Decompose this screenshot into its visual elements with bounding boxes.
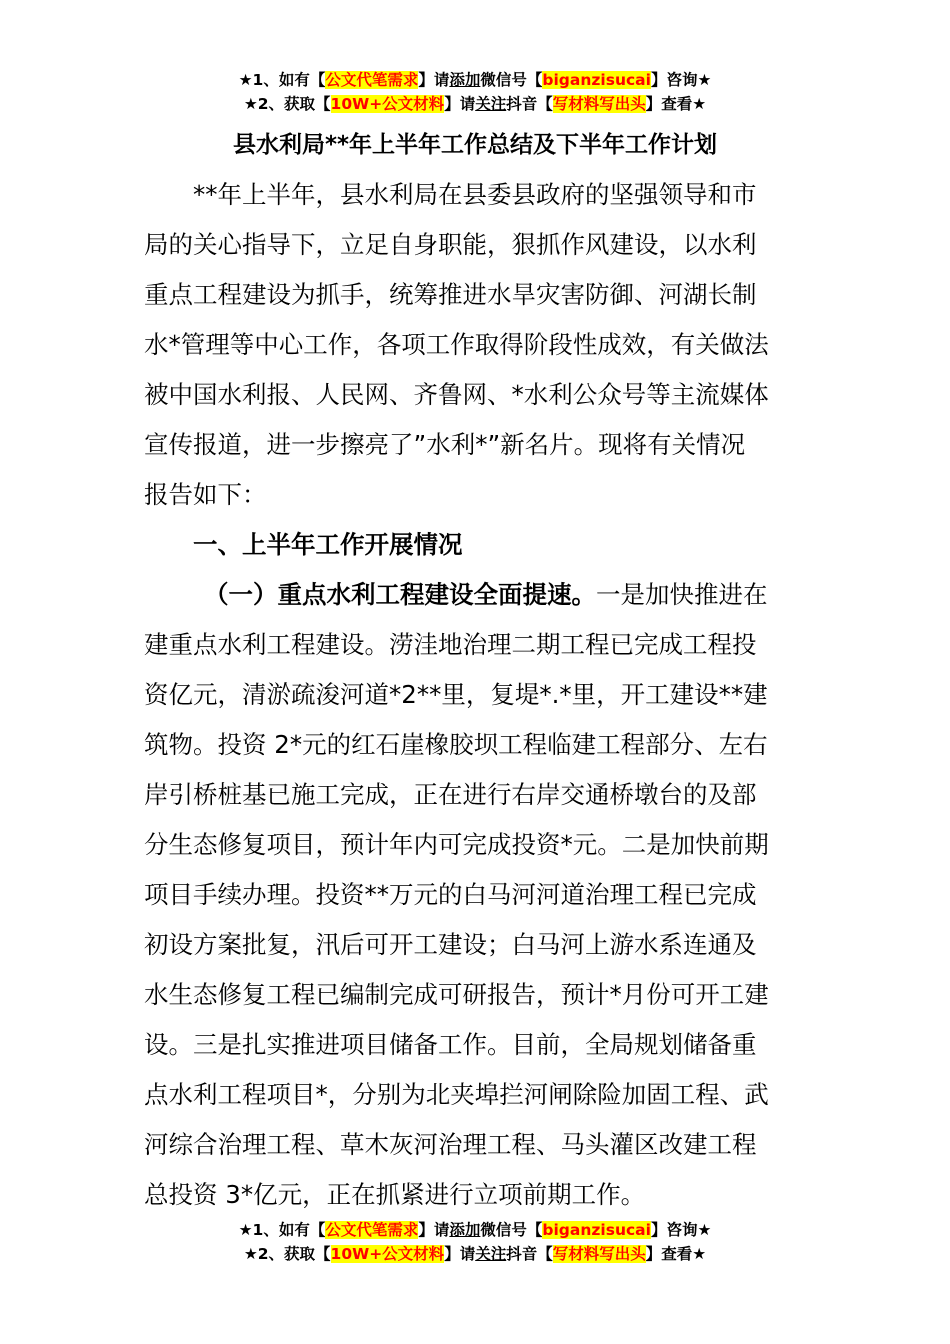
paragraph-line: 岸引桥桩基已施工完成，正在进行右岸交通桥墩台的及部 [144,780,757,809]
promo-text: 微信号【 [480,1221,543,1239]
paragraph-line: 局的关心指导下，立足自身职能，狠抓作风建设，以水利 [144,230,757,259]
promo-underline: 关注 [475,1245,507,1263]
paragraph-line: 宣传报道，进一步擦亮了”水利*”新名片。现将有关情况 [144,430,746,459]
promo-text: 】请 [418,1221,450,1239]
paragraph-line: 报告如下： [144,480,267,509]
promo-line-1 [0,1218,950,1242]
star-icon: ★ [692,95,707,113]
promo-text: 抖音【 [506,1245,553,1263]
paragraph-line: 筑物。投资 2*元的红石崖橡胶坝工程临建工程部分、左右 [144,730,768,759]
promo-text: 1、如有【 [252,71,326,89]
subsection-heading: （一）重点水利工程建设全面提速。 [204,580,596,609]
promo-underline: 关注 [475,95,507,113]
promo-text: 1、如有【 [252,1221,326,1239]
paragraph-line: 水*管理等中心工作，各项工作取得阶段性成效，有关做法 [144,330,769,359]
paragraph-line: 建重点水利工程建设。涝洼地治理二期工程已完成工程投 [144,630,757,659]
paragraph-line: 总投资 3*亿元，正在抓紧进行立项前期工作。 [144,1180,646,1209]
document-body [144,170,808,1220]
promo-text: 】查看 [645,95,693,113]
promo-text: 】请 [444,95,476,113]
paragraph-line: 项目手续办理。投资**万元的白马河河道治理工程已完成 [144,880,757,909]
paragraph-line: 设。三是扎实推进项目储备工作。目前，全局规划储备重 [144,1030,757,1059]
promo-text: 微信号【 [480,71,543,89]
paragraph-line: **年上半年，县水利局在县委县政府的坚强领导和市 [193,180,757,209]
promo-line-2 [0,1242,950,1266]
star-icon: ★ [697,71,712,89]
paragraph-line: 点水利工程项目*，分别为北夹埠拦河闸除险加固工程、武 [144,1080,769,1109]
paragraph-line: 初设方案批复，汛后可开工建设；白马河上游水系连通及 [144,930,757,959]
section-heading: 一、上半年工作开展情况 [193,530,463,559]
promo-text: 】查看 [645,1245,693,1263]
promo-underline: 添加 [449,71,481,89]
promo-highlight: 公文代笔需求 [325,71,419,89]
paragraph-line: 被中国水利报、人民网、齐鲁网、*水利公众号等主流媒体 [144,380,769,409]
promo-text: 抖音【 [506,95,553,113]
star-icon: ★ [238,71,253,89]
promo-banner-top [0,68,950,116]
promo-highlight: biganzisucai [542,1221,651,1239]
star-icon: ★ [243,1245,258,1263]
paragraph-line: 分生态修复项目，预计年内可完成投资*元。二是加快前期 [144,830,769,859]
promo-line-2 [0,92,950,116]
star-icon: ★ [243,95,258,113]
promo-highlight: biganzisucai [542,71,651,89]
promo-text: 】咨询 [650,71,698,89]
promo-text: 2、获取【 [257,1245,331,1263]
promo-highlight: 公文代笔需求 [325,1221,419,1239]
star-icon: ★ [697,1221,712,1239]
paragraph-line: 资亿元，清淤疏浚河道*2**里，复堤*.*里，开工建设**建 [144,680,768,709]
star-icon: ★ [692,1245,707,1263]
promo-highlight: 写材料写出头 [552,95,646,113]
promo-text: 】请 [418,71,450,89]
promo-text: 2、获取【 [257,95,331,113]
promo-underline: 添加 [449,1221,481,1239]
paragraph-line: 河综合治理工程、草木灰河治理工程、马头灌区改建工程 [144,1130,757,1159]
document-title: 县水利局**年上半年工作总结及下半年工作计划 [232,132,718,158]
promo-highlight: 写材料写出头 [552,1245,646,1263]
promo-highlight: 10W+公文材料 [330,95,445,113]
paragraph-line: 水生态修复工程已编制完成可研报告，预计*月份可开工建 [144,980,769,1009]
promo-banner-bottom [0,1218,950,1266]
promo-text: 】咨询 [650,1221,698,1239]
star-icon: ★ [238,1221,253,1239]
promo-highlight: 10W+公文材料 [330,1245,445,1263]
subsection-first-line [144,570,808,620]
paragraph-text: 一是加快推进在 [596,580,768,609]
paragraph-line: 重点工程建设为抓手，统筹推进水旱灾害防御、河湖长制 [144,280,757,309]
promo-text: 】请 [444,1245,476,1263]
promo-line-1 [0,68,950,92]
